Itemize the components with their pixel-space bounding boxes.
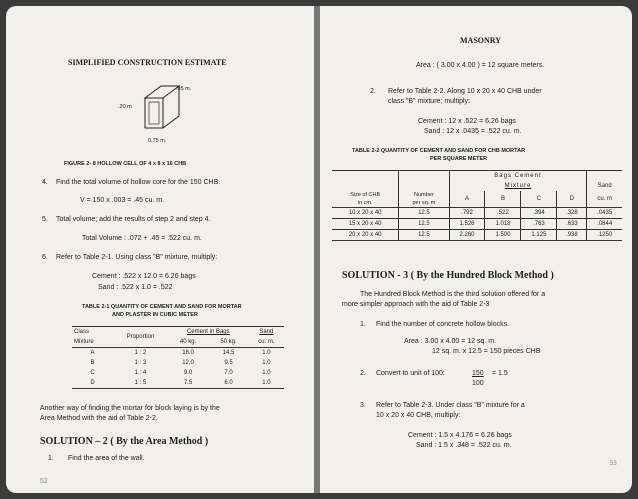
paragraph-line-2: more simpler approach with the aid of Table 2-3 [342, 301, 490, 308]
item-6-sand: Sand : .522 x 1.0 = .522 [98, 284, 173, 291]
cell-sand: .0844 [597, 221, 613, 227]
left-page [6, 6, 314, 493]
step-3-sand: Sand : 1.5 x .348 = .522 cu. m. [416, 442, 512, 449]
header-cu-m: cu. m [597, 196, 613, 202]
table-row [72, 378, 284, 389]
cell-class: D [90, 380, 95, 386]
item-5-number: 5. [42, 216, 48, 223]
cell-number: 12.5 [399, 230, 449, 241]
item-4-text: Find the total volume of hollow core for the 150 CHB. [56, 179, 221, 186]
cell-sand: 1.0 [262, 350, 271, 356]
cell-size: 10 x 20 x 40 [332, 208, 399, 219]
step-2-number: 2. [360, 370, 366, 377]
table-2-2 [332, 170, 622, 241]
step-3-text-line-2: 10 x 20 x 40 CHB, multiply: [376, 412, 461, 419]
cell-sand: 1.0 [262, 370, 271, 376]
step-2-text: Convert to unit of 100: [376, 370, 445, 377]
cell-a: 1.526 [449, 219, 485, 230]
cell-number: 12.5 [399, 208, 449, 219]
cell-40kg: 12.0 [182, 360, 194, 366]
page-number: 53 [610, 461, 617, 467]
item-5-equation: Total Volume : .072 + .45 = .522 cu. m. [82, 235, 202, 242]
cell-sand: 1.0 [262, 380, 271, 386]
cell-proportion: 1 : 4 [134, 370, 147, 376]
cell-50kg: 14.5 [222, 350, 235, 356]
table-row [332, 208, 622, 219]
header-cu-m: cu. m. [258, 339, 275, 345]
table-row [72, 348, 284, 359]
cell-number: 12.5 [399, 219, 449, 230]
page-heading: MASONRY [460, 36, 502, 45]
table-row [72, 368, 284, 378]
step-2-denominator: 100 [472, 380, 484, 387]
header-cement: Cement in Bags [186, 329, 230, 335]
step-2-numerator: 150 [472, 370, 484, 377]
header-40kg: 40 kg. [179, 339, 197, 345]
cell-proportion: 1 : 2 [134, 350, 147, 356]
header-bags-cement: Bags Cement [494, 173, 542, 179]
table-row [72, 358, 284, 368]
solution-2-heading: SOLUTION – 2 ( By the Area Method ) [40, 436, 209, 447]
step-1-pieces: 12 sq. m. x 12.5 = 150 pieces CHB [432, 348, 541, 355]
cell-b: .522 [485, 208, 521, 219]
step-1-area: Area : 3.00 x 4.00 = 12 sq. m. [404, 338, 497, 345]
cell-b: 1.500 [485, 230, 521, 241]
cell-b: 1.018 [485, 219, 521, 230]
cell-a: 2.260 [449, 230, 485, 241]
item-1-text: Find the area of the wall. [68, 455, 145, 462]
step-3-number: 3. [360, 402, 366, 409]
figure-dimension-bottom: 0.75 m. [148, 138, 167, 144]
cell-50kg: 9.5 [224, 360, 233, 366]
step-3-cement: Cement : 1.5 x 4.176 = 6.26 bags [408, 432, 512, 439]
paragraph-line-2: Area Method with the aid of Table 2-2. [40, 415, 158, 422]
paragraph-line-1: Another way of finding the mortar for block laying is by the [40, 405, 220, 412]
cell-d: .328 [557, 208, 587, 219]
header-class: Class [74, 329, 90, 335]
cell-a: .792 [449, 208, 485, 219]
table-2-1-subtitle: AND PLASTER IN CUBIC METER [112, 312, 198, 318]
figure-dimension-left: .20 m [118, 104, 132, 110]
cell-proportion: 1 : 5 [134, 380, 147, 386]
header-size-line-2: in cm. [357, 200, 373, 206]
item-1-number: 1. [48, 455, 54, 462]
item-2-text-line-2: class "B" mixture; multiply: [388, 98, 470, 105]
step-1-text: Find the number of concrete hollow blocks. [376, 321, 510, 328]
cell-50kg: 6.0 [224, 380, 233, 386]
table-row [332, 219, 622, 230]
solution-3-heading: SOLUTION - 3 ( By the Hundred Block Method ) [342, 270, 554, 281]
item-6-text: Refer to Table 2-1. Using class "B" mixture, multiply: [56, 254, 218, 261]
header-proportion: Proportion [126, 334, 155, 340]
header-sand: Sand [587, 181, 622, 191]
step-3-text-line-1: Refer to Table 2-3. Under class "B" mixture for a [376, 402, 525, 409]
cell-c: .763 [521, 219, 557, 230]
cell-proportion: 1 : 3 [134, 360, 147, 366]
header-size-line-1: Size of CHB [350, 192, 381, 198]
table-2-2-title: TABLE 2-2 QUANTITY OF CEMENT AND SAND FOR CHB MORTAR [352, 148, 526, 154]
header-sand: Sand [259, 329, 274, 335]
header-a: A [449, 191, 485, 208]
step-1-number: 1. [360, 321, 366, 328]
cell-size: 15 x 20 x 40 [332, 219, 399, 230]
header-c: C [521, 191, 557, 208]
item-2-number: 2. [370, 88, 376, 95]
header-number-line-2: per sq. m [412, 200, 436, 206]
item-4-number: 4. [42, 179, 48, 186]
cell-sand: 1.0 [262, 360, 271, 366]
header-mixture: Mixture [74, 339, 94, 345]
item-4-equation: V = 150 x .003 = .45 cu. m. [80, 197, 165, 204]
cement-equation: Cement : 12 x .522 = 6.26 bags [418, 118, 516, 125]
cell-class: C [90, 370, 95, 376]
sand-equation: Sand : 12 x .0435 = .522 cu. m. [424, 128, 522, 135]
header-50kg: 50 kg. [220, 339, 237, 345]
cell-size: 20 x 20 x 40 [332, 230, 399, 241]
step-2-result: = 1.5 [492, 370, 508, 377]
item-2-text-line-1: Refer to Table 2-2. Along 10 x 20 x 40 CHB under [388, 88, 542, 95]
header-d: D [557, 191, 587, 208]
figure-dimension-top: .05 m. [176, 86, 192, 92]
cell-class: B [90, 360, 95, 366]
header-number-line-1: Number [414, 192, 434, 198]
cell-d: .938 [557, 230, 587, 241]
cell-40kg: 7.5 [183, 380, 193, 386]
cell-class: A [90, 350, 95, 356]
item-6-number: 6. [42, 254, 48, 261]
item-5-text: Total volume; add the results of step 2 and step 4. [56, 216, 211, 223]
cell-c: .394 [521, 208, 557, 219]
area-equation: Area : ( 3.00 x 4.00 ) = 12 square meters. [416, 62, 545, 69]
right-page [320, 6, 632, 493]
cell-d: .633 [557, 219, 587, 230]
cell-50kg: 7.0 [224, 370, 233, 376]
cell-c: 1.125 [521, 230, 557, 241]
cell-40kg: 9.0 [183, 370, 193, 376]
header-b: B [485, 191, 521, 208]
table-2-1 [72, 326, 284, 389]
page-heading: SIMPLIFIED CONSTRUCTION ESTIMATE [68, 58, 227, 67]
figure-caption: FIGURE 2- 8 HOLLOW CELL OF 4 x 8 x 16 CHB [64, 161, 187, 167]
cell-40kg: 18.0 [182, 350, 194, 356]
item-6-cement: Cement : .522 x 12.0 = 6.26 bags [92, 273, 196, 280]
paragraph-line-1: The Hundred Block Method is the third solution offered for a [360, 291, 546, 298]
table-row [332, 230, 622, 241]
header-mixture: Mixture [504, 183, 532, 189]
page-number: 52 [40, 478, 48, 485]
table-2-2-subtitle: PER SQUARE METER [430, 156, 488, 162]
cell-sand: .1250 [597, 232, 613, 238]
table-2-1-title: TABLE 2-1 QUANTITY OF CEMENT AND SAND FOR MORTAR [82, 304, 242, 310]
cell-sand: .0435 [597, 210, 613, 216]
